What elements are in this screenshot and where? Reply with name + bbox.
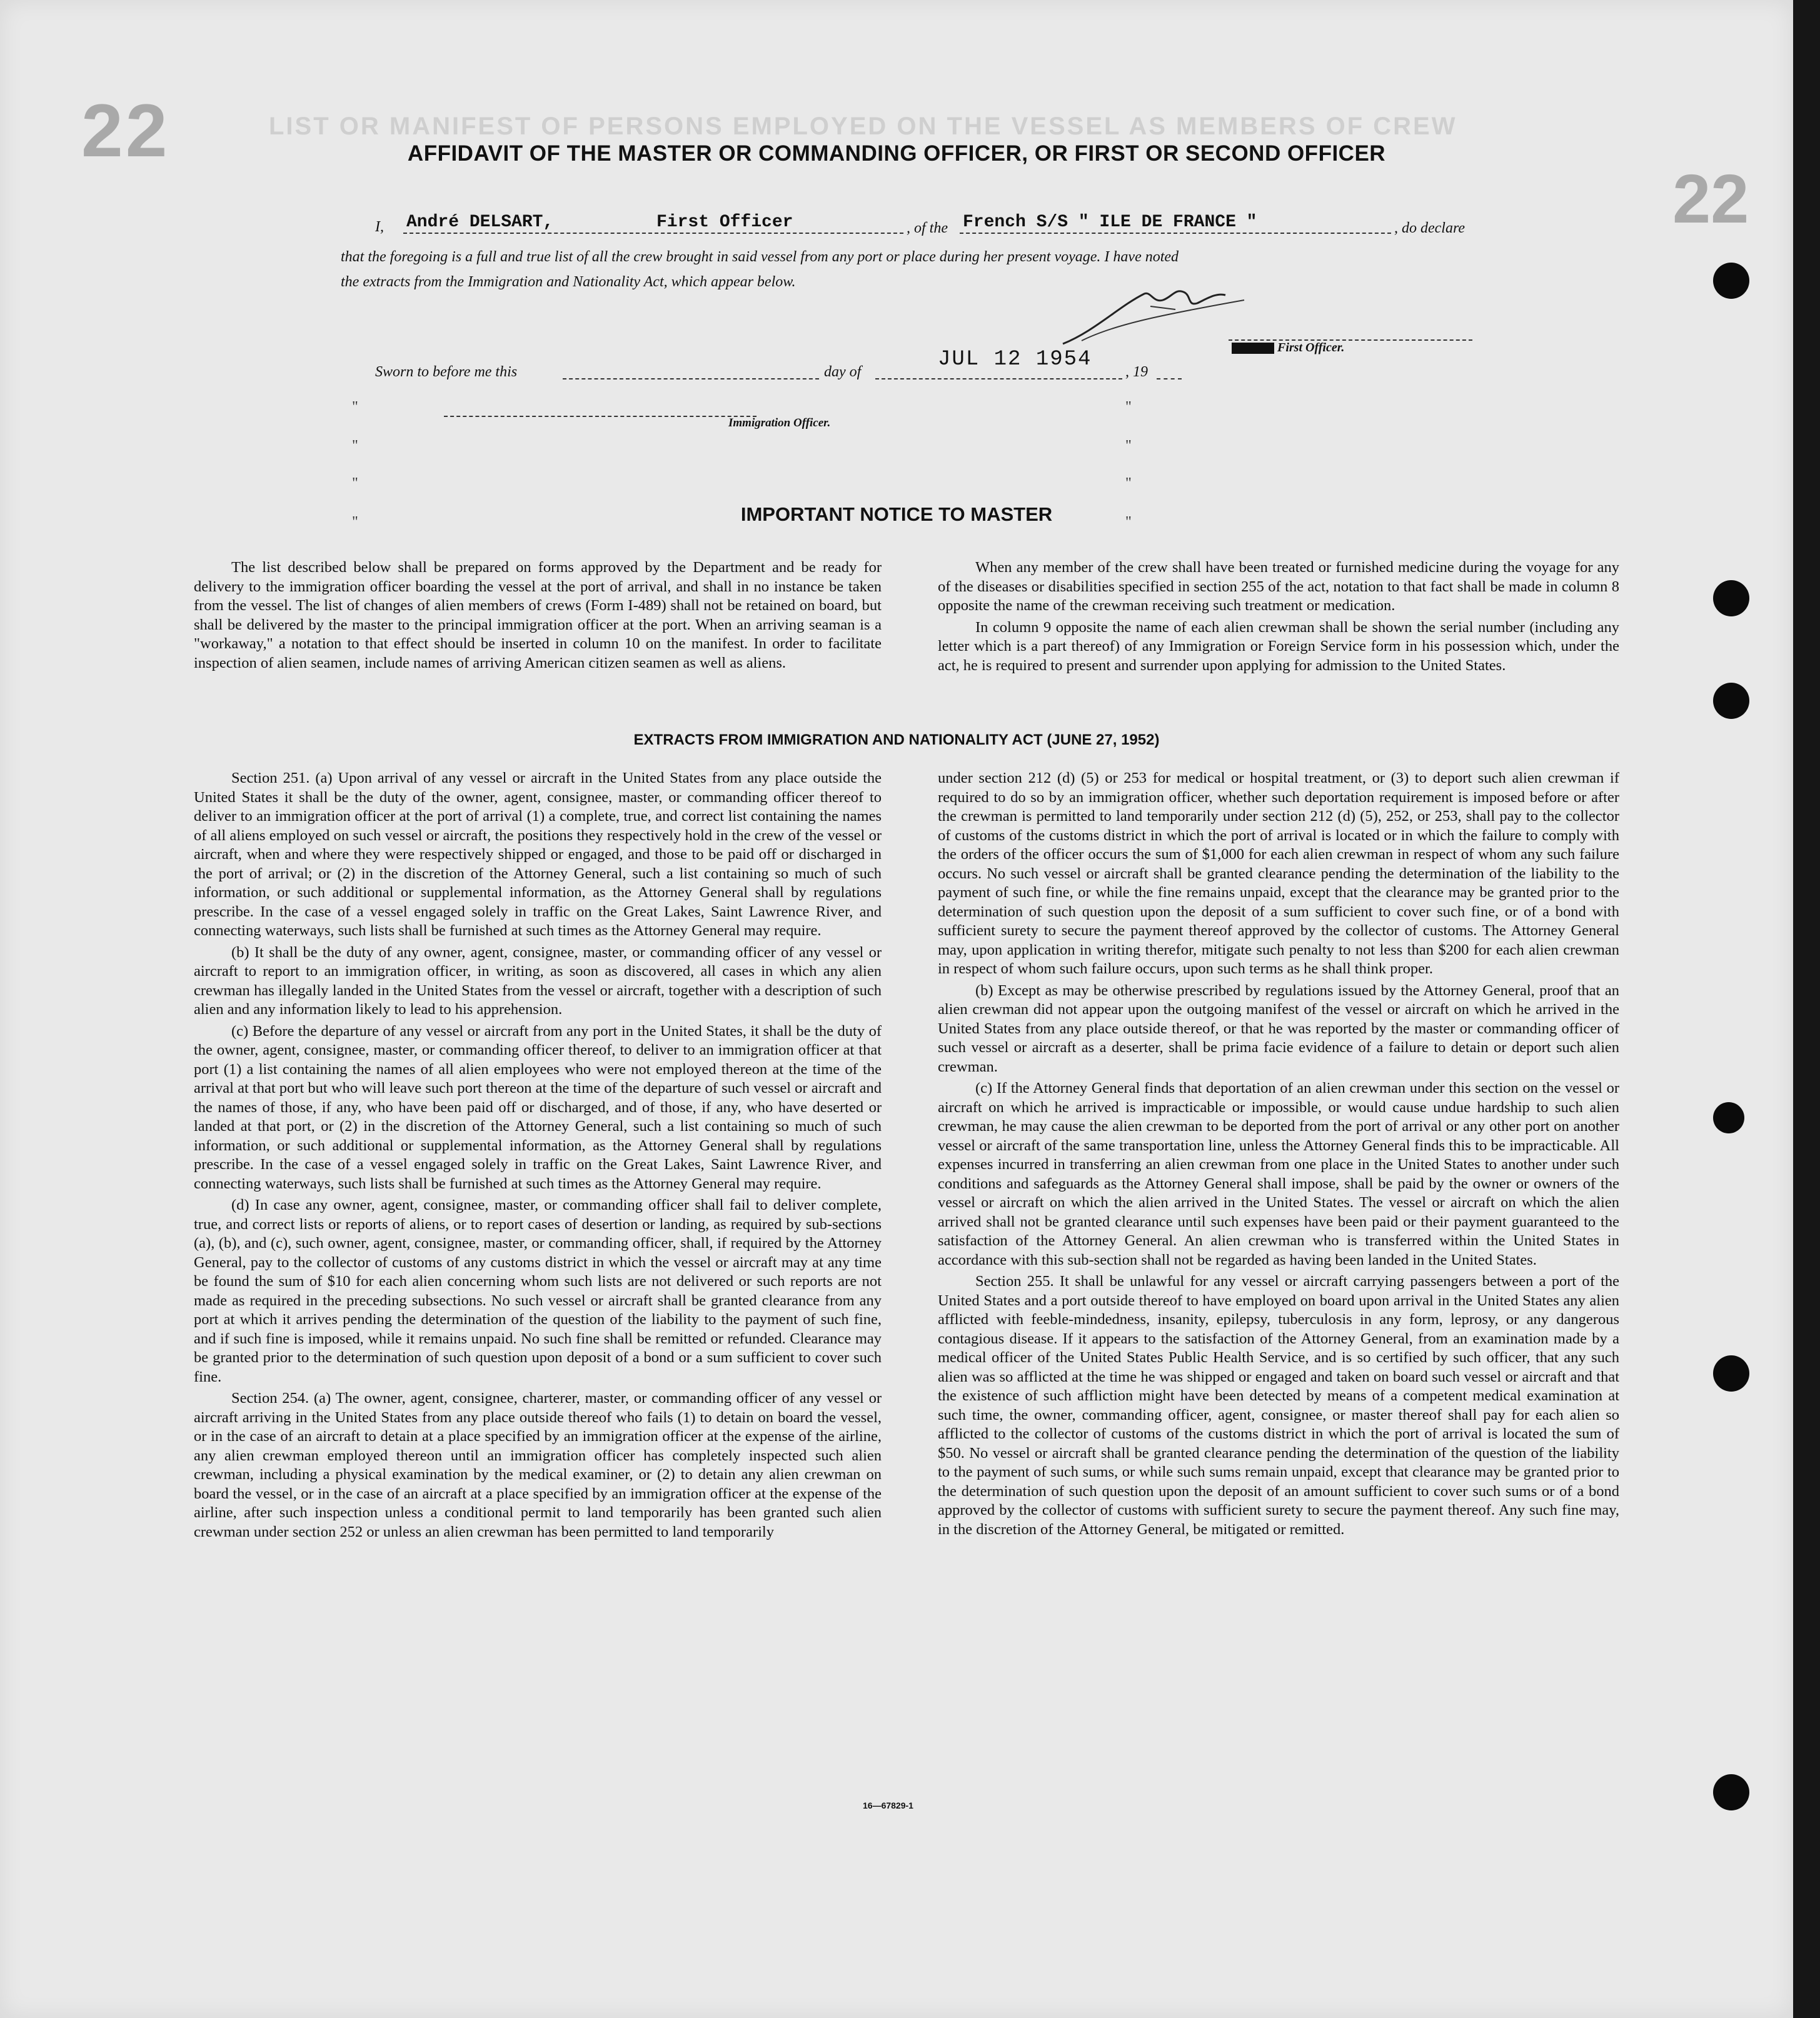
sworn-label: Sworn to before me this [375, 364, 518, 380]
ditto-mark: " [1125, 438, 1132, 454]
date-stamp: JUL 12 1954 [938, 348, 1092, 371]
sworn-year-line [1157, 378, 1182, 379]
ditto-mark: " [1125, 514, 1132, 530]
decl-i: I, [375, 219, 384, 235]
officer-name: André DELSART, [406, 213, 554, 232]
extract-paragraph: Section 251. (a) Upon arrival of any vessel or aircraft in the United States from any place outside the United States it shall be the duty of the owner, agent, consignee, master, or commanding officer thereof to deliver to an immigration officer at the port of arrival (1) a complete, true, and correct list containing the names of all aliens employed on such vessel or aircraft, the positions they respectively hold in the crew of the vessel or aircraft, when and where they were respectively shipped or engaged, and those to be paid off or discharged in the port of arrival; or (2) in the discretion of the Attorney General, such a list containing so much of such information, or such additional or supplemental information, as the Attorney General shall by regulations prescribe. In the case of a vessel engaged solely in traffic on the Great Lakes, Saint Lawrence River, and connecting waterways, such lists shall be furnished at such times as the Attorney General may require. [194, 770, 882, 939]
punch-hole [1713, 683, 1749, 719]
decl-line-2: that the foregoing is a full and true list of all the crew brought in said vessel from any port or place during her present voyage. I have noted [341, 249, 1179, 265]
punch-hole [1713, 1102, 1744, 1133]
extracts-right-column [938, 769, 1619, 1542]
extract-paragraph: (d) In case any owner, agent, consignee, master, or commanding officer shall fail to deliver complete, true, and correct lists or reports of aliens, or to report cases of desertion or landing, as required by sub-sections (a), (b), and (c), such owner, agent, consignee, master, or commanding officer, shall, if required by the Attorney General, pay to the collector of customs of any customs district in which the vessel or aircraft may at any time be found the sum of $10 for each alien concerning whom such lists are not delivered or such reports are not made as required in the preceding subsections. No such vessel or aircraft shall be granted clearance from any port at which it arrives pending the determination of the question of the liability to the payment of such fine, and if such fine is imposed, while it remains unpaid. No such fine shall be remitted or refunded. Clearance may be granted prior to the determination of such question upon deposit of a bond or a sum sufficient to cover such fine. [194, 1197, 882, 1385]
extract-paragraph: Section 255. It shall be unlawful for any vessel or aircraft carrying passengers between a port of the United States and a port outside thereof to have employed on board upon arrival in the United States any alien afflicted with feeble-mindedness, insanity, epilepsy, tuberculosis in any form, leprosy, or any dangerous contagious disease. If it appears to the satisfaction of the Attorney General, from an examination made by a medical officer of the United States Public Health Service, and is so certified by such officer, that any such alien was so afflicted at the time he was shipped or engaged and taken on board such vessel or aircraft and that the existence of such affliction might have been detected by means of a competent medical examination at such time, the owner, commanding officer, agent, consignee, or master thereof shall pay for each alien so afflicted to the collector of customs of the customs district in which the port of arrival is located the sum of $50. No vessel or aircraft shall be granted clearance pending the determination of the question of the liability to the payment of such sums, or while such sums remain unpaid, except that clearance may be granted prior to the determination of such question upon the deposit of an amount sufficient to cover such sums or of a bond approved by the collector of customs with sufficient surety to secure the payment thereof. Any such fine may, in the discretion of the Attorney General, be mitigated or remitted. [938, 1273, 1619, 1538]
page-number-bleed: 22 [1672, 161, 1749, 238]
sworn-day-line [563, 378, 819, 379]
extract-paragraph: (b) Except as may be otherwise prescribed by regulations issued by the Attorney General, proof that an alien crewman did not appear upon the outgoing manifest of the vessel or aircraft on which he arrived in the United States from any place outside thereof, or that he was reported by the master or commanding officer of such vessel or aircraft as a deserter, shall be prima facie evidence of a failure to detain or deport such alien crewman. [938, 981, 1619, 1075]
ditto-mark: " [352, 475, 358, 491]
signature-caption [1232, 341, 1344, 355]
notice-paragraph: The list described below shall be prepared on forms approved by the Department and be ready for delivery to the immigration officer boarding the vessel at the port of arrival, and shall in no instance be taken from the vessel. The list of changes of alien members of crews (Form I-489) shall not be retained on board, but shall be delivered by the master to the principal immigration officer at the port. When an arriving seaman is a "workaway," a notation to that effect should be inserted in column 10 on the manifest. In order to facilitate inspection of alien seamen, include names of arriving American citizen seamen as well as aliens. [194, 559, 882, 671]
notice-heading: IMPORTANT NOTICE TO MASTER [740, 503, 1053, 525]
ditto-mark: " [1125, 475, 1132, 491]
extracts-left-column [194, 769, 882, 1544]
punch-hole [1713, 1774, 1749, 1810]
bleed-through-header: LIST OR MANIFEST OF PERSONS EMPLOYED ON THE VESSEL AS MEMBERS OF CREW [269, 113, 1457, 140]
ditto-mark: " [1125, 399, 1132, 415]
ditto-mark: " [352, 438, 358, 454]
officer-rank: First Officer [656, 213, 793, 232]
sworn-day-of: day of [824, 364, 862, 380]
extract-paragraph: Section 254. (a) The owner, agent, consignee, charterer, master, or commanding officer of any vessel or aircraft arriving in the United States from any place outside thereof who fails (1) to detain on board the vessel, or in the case of an aircraft to detain at a place specified by an immigration officer at the expense of the airline, any alien crewman employed thereon until an immigration officer has completely inspected such alien crewman, including a physical examination by the medical examiner, or (2) to detain any alien crewman on board the vessel, or in the case of an aircraft at a place specified by an immigration officer at the expense of the airline, after such inspection unless a conditional permit to land temporarily has been granted such alien crewman under section 252 or unless an alien crewman has been permitted to land temporarily [194, 1390, 882, 1540]
scan-border [1793, 0, 1820, 2018]
immigration-officer-line [444, 416, 757, 417]
sworn-month-line [875, 378, 1122, 379]
extracts-heading: EXTRACTS FROM IMMIGRATION AND NATIONALITY ACT (JUNE 27, 1952) [633, 731, 1160, 748]
extract-paragraph: (c) Before the departure of any vessel or aircraft from any port in the United States, it shall be the duty of the owner, agent, consignee, master, or commanding officer thereof, to deliver to an immigration officer at that port (1) a list containing the names of all alien employees who were not employed thereon at the time of the arrival at that port but who will leave such port thereon at the time of the departure of such vessel or aircraft and the names of those, if any, who have been paid off or discharged, and of those, if any, who have deserted or landed at that port, or (2) in the discretion of the Attorney General, such a list containing so much of such information, or such additional or supplemental information, as the Attorney General shall by regulations prescribe. In the case of a vessel engaged solely in traffic on the Great Lakes, Saint Lawrence River, and connecting waterways, such lists shall be furnished at such times as the Attorney General may require. [194, 1022, 882, 1192]
form-code: 16—67829-1 [863, 1800, 913, 1810]
notice-paragraph: When any member of the crew shall have been treated or furnished medicine during the voyage for any of the diseases or disabilities specified in section 255 of the act, notation to that fact shall be made in column 8 opposite the name of the crewman receiving such treatment or medication. [938, 559, 1619, 614]
vessel-name: French S/S " ILE DE FRANCE " [963, 213, 1257, 232]
redaction-mark [1232, 343, 1274, 354]
punch-hole [1713, 1355, 1749, 1392]
sworn-year: , 19 [1125, 364, 1148, 380]
notice-left-column [194, 558, 882, 675]
extract-paragraph: under section 212 (d) (5) or 253 for medical or hospital treatment, or (3) to deport such alien crewman if required to do so by an immigration officer, whether such deportation requirement is imposed before or after the crewman is permitted to land temporarily under section 212 (d) (5), 252, or 253, shall pay to the collector of customs of the customs district in which the port of arrival is located or in which the failure to comply with the orders of the officer occurs the sum of $1,000 for each alien crewman in respect of whom any such failure occurs. No such vessel or aircraft shall be granted clearance pending the determination of the liability to the payment of such fine, or while the fine remains unpaid, except that the clearance may be granted prior to the determination of such question upon the deposit of a sum sufficient to cover such fine, or of a bond with sufficient surety to secure the payment thereof approved by the collector of customs. The Attorney General may, upon application in writing therefor, mitigate such penalty to not less than $200 for each alien crewman in respect of whom such failure occurs, upon such terms as he shall think proper. [938, 770, 1619, 977]
extract-paragraph: (b) It shall be the duty of any owner, agent, consignee, master, or commanding officer of any vessel or aircraft to report to an immigration officer, in writing, as soon as discovered, all cases in which any alien crewman has illegally landed in the United States from the vessel or aircraft, together with a description of such alien and any information likely to lead to his apprehension. [194, 943, 882, 1018]
decl-do-declare: , do declare [1394, 220, 1466, 236]
punch-hole [1713, 263, 1749, 299]
immigration-officer-caption: Immigration Officer. [728, 416, 831, 429]
notice-paragraph: In column 9 opposite the name of each alien crewman shall be shown the serial number (including any letter which is a part thereof) of any Immigration or Foreign Service form in his possession which, under the act, he is required to present and surrender upon applying for admission to the United States. [938, 618, 1619, 674]
decl-of-the: , of the [907, 220, 948, 236]
affidavit-title: AFFIDAVIT OF THE MASTER OR COMMANDING OFFICER, OR FIRST OR SECOND OFFICER [407, 141, 1386, 166]
page-number: 22 [81, 89, 170, 173]
officer-signature [1057, 281, 1257, 350]
notice-right-column [938, 558, 1619, 678]
signature-caption-text: First Officer. [1277, 341, 1345, 354]
extract-paragraph: (c) If the Attorney General finds that deportation of an alien crewman under this section on the vessel or aircraft on which he arrived is impracticable or impossible, or would cause undue hardship to such alien crewman, he may cause the alien crewman to be deported from the port of arrival or any other port on another vessel or aircraft of the same transportation line, unless the Attorney General finds this to be impracticable. All expenses incurred in transferring an alien crewman from one place in the United States to another under such conditions and safeguards as the Attorney General shall impose, shall be paid by the owner or owners of the vessel or aircraft on which the alien arrived in the United States. The vessel or aircraft on which the alien arrived shall not be granted clearance until such expenses have been paid or their payment guaranteed to the satisfaction of the Attorney General. An alien crewman who is transferred within the United States in accordance with this sub-section shall not be regarded as having been landed in the United States. [938, 1080, 1619, 1268]
punch-hole [1713, 580, 1749, 616]
vessel-underline [960, 233, 1391, 234]
decl-line-3: the extracts from the Immigration and Nationality Act, which appear below. [341, 274, 796, 290]
ditto-mark: " [352, 399, 358, 415]
ditto-mark: " [352, 514, 358, 530]
name-underline [403, 233, 903, 234]
